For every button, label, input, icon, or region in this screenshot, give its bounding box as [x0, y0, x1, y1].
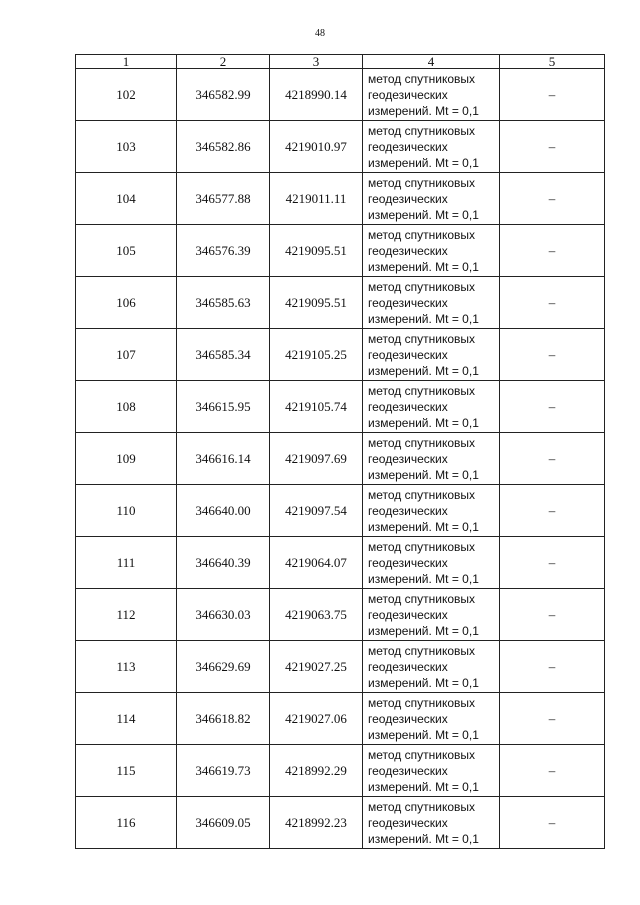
note-cell: –: [500, 485, 605, 537]
table-row: [76, 641, 605, 693]
point-number-cell: 115: [76, 745, 177, 797]
table-row: [76, 797, 605, 849]
method-text-line: метод спутниковых: [368, 175, 476, 190]
method-text-line: геодезических: [368, 347, 448, 362]
method-text-line: измерений. Mt = 0,1: [368, 779, 479, 794]
note-cell: –: [500, 225, 605, 277]
method-cell: [363, 745, 500, 797]
method-text-line: измерений. Mt = 0,1: [368, 363, 479, 378]
x-coordinate-cell: 346619.73: [177, 745, 270, 797]
method-text-line: измерений. Mt = 0,1: [368, 311, 479, 326]
coordinates-table: [75, 54, 605, 849]
column-header-1: 1: [76, 55, 177, 69]
column-header-3: 3: [270, 55, 363, 69]
method-cell: [363, 121, 500, 173]
y-coordinate-cell: 4219011.11: [270, 173, 363, 225]
table-row: [76, 693, 605, 745]
method-cell: [363, 69, 500, 121]
y-coordinate-cell: 4219105.25: [270, 329, 363, 381]
method-text-line: геодезических: [368, 191, 448, 206]
method-cell: [363, 381, 500, 433]
method-text-line: геодезических: [368, 815, 448, 830]
y-coordinate-cell: 4218990.14: [270, 69, 363, 121]
method-text-line: геодезических: [368, 451, 448, 466]
table-row: [76, 589, 605, 641]
note-cell: –: [500, 69, 605, 121]
point-number-cell: 109: [76, 433, 177, 485]
column-header-2: 2: [177, 55, 270, 69]
table-row: [76, 329, 605, 381]
x-coordinate-cell: 346630.03: [177, 589, 270, 641]
y-coordinate-cell: 4219027.06: [270, 693, 363, 745]
method-cell: [363, 641, 500, 693]
point-number-cell: 111: [76, 537, 177, 589]
method-cell: [363, 329, 500, 381]
y-coordinate-cell: 4219105.74: [270, 381, 363, 433]
method-text-line: геодезических: [368, 711, 448, 726]
x-coordinate-cell: 346585.34: [177, 329, 270, 381]
x-coordinate-cell: 346582.99: [177, 69, 270, 121]
table-body: [76, 55, 605, 849]
point-number-cell: 103: [76, 121, 177, 173]
column-header-5: 5: [500, 55, 605, 69]
table-row: [76, 433, 605, 485]
x-coordinate-cell: 346616.14: [177, 433, 270, 485]
method-text-line: измерений. Mt = 0,1: [368, 207, 479, 222]
point-number-cell: 107: [76, 329, 177, 381]
table-row: [76, 745, 605, 797]
table-row: [76, 69, 605, 121]
y-coordinate-cell: 4219064.07: [270, 537, 363, 589]
x-coordinate-cell: 346577.88: [177, 173, 270, 225]
table-row: [76, 121, 605, 173]
method-text-line: метод спутниковых: [368, 695, 476, 710]
point-number-cell: 116: [76, 797, 177, 849]
y-coordinate-cell: 4219027.25: [270, 641, 363, 693]
note-cell: –: [500, 589, 605, 641]
point-number-cell: 110: [76, 485, 177, 537]
method-text-line: измерений. Mt = 0,1: [368, 831, 479, 846]
method-text-line: измерений. Mt = 0,1: [368, 103, 479, 118]
x-coordinate-cell: 346640.39: [177, 537, 270, 589]
point-number-cell: 114: [76, 693, 177, 745]
method-text-line: метод спутниковых: [368, 71, 476, 86]
method-text-line: измерений. Mt = 0,1: [368, 519, 479, 534]
method-text-line: метод спутниковых: [368, 799, 476, 814]
table-header-row: [76, 55, 605, 69]
x-coordinate-cell: 346609.05: [177, 797, 270, 849]
method-text-line: метод спутниковых: [368, 643, 476, 658]
y-coordinate-cell: 4218992.29: [270, 745, 363, 797]
method-cell: [363, 693, 500, 745]
method-text-line: метод спутниковых: [368, 279, 476, 294]
point-number-cell: 113: [76, 641, 177, 693]
method-text-line: геодезических: [368, 503, 448, 518]
method-cell: [363, 173, 500, 225]
x-coordinate-cell: 346576.39: [177, 225, 270, 277]
method-cell: [363, 537, 500, 589]
y-coordinate-cell: 4219095.51: [270, 277, 363, 329]
method-text-line: геодезических: [368, 87, 448, 102]
note-cell: –: [500, 641, 605, 693]
point-number-cell: 104: [76, 173, 177, 225]
y-coordinate-cell: 4219097.69: [270, 433, 363, 485]
method-cell: [363, 797, 500, 849]
method-text-line: измерений. Mt = 0,1: [368, 623, 479, 638]
method-text-line: геодезических: [368, 607, 448, 622]
note-cell: –: [500, 797, 605, 849]
method-text-line: метод спутниковых: [368, 383, 476, 398]
method-cell: [363, 433, 500, 485]
x-coordinate-cell: 346585.63: [177, 277, 270, 329]
method-text-line: геодезических: [368, 139, 448, 154]
table-row: [76, 173, 605, 225]
method-text-line: измерений. Mt = 0,1: [368, 675, 479, 690]
method-text-line: измерений. Mt = 0,1: [368, 415, 479, 430]
method-text-line: метод спутниковых: [368, 539, 476, 554]
table-row: [76, 225, 605, 277]
method-text-line: метод спутниковых: [368, 227, 476, 242]
y-coordinate-cell: 4219097.54: [270, 485, 363, 537]
column-header-4: 4: [363, 55, 500, 69]
note-cell: –: [500, 745, 605, 797]
method-text-line: геодезических: [368, 555, 448, 570]
method-text-line: измерений. Mt = 0,1: [368, 467, 479, 482]
table-row: [76, 277, 605, 329]
x-coordinate-cell: 346640.00: [177, 485, 270, 537]
point-number-cell: 105: [76, 225, 177, 277]
method-cell: [363, 277, 500, 329]
point-number-cell: 112: [76, 589, 177, 641]
y-coordinate-cell: 4219063.75: [270, 589, 363, 641]
point-number-cell: 106: [76, 277, 177, 329]
method-text-line: геодезических: [368, 763, 448, 778]
method-text-line: геодезических: [368, 399, 448, 414]
note-cell: –: [500, 381, 605, 433]
note-cell: –: [500, 537, 605, 589]
x-coordinate-cell: 346618.82: [177, 693, 270, 745]
method-cell: [363, 589, 500, 641]
note-cell: –: [500, 121, 605, 173]
method-text-line: измерений. Mt = 0,1: [368, 727, 479, 742]
note-cell: –: [500, 173, 605, 225]
table-row: [76, 537, 605, 589]
x-coordinate-cell: 346629.69: [177, 641, 270, 693]
method-text-line: метод спутниковых: [368, 591, 476, 606]
note-cell: –: [500, 433, 605, 485]
method-text-line: геодезических: [368, 295, 448, 310]
method-text-line: геодезических: [368, 659, 448, 674]
table-row: [76, 485, 605, 537]
method-cell: [363, 485, 500, 537]
page-number: 48: [315, 28, 325, 39]
method-text-line: измерений. Mt = 0,1: [368, 155, 479, 170]
x-coordinate-cell: 346615.95: [177, 381, 270, 433]
method-text-line: метод спутниковых: [368, 123, 476, 138]
table-row: [76, 381, 605, 433]
y-coordinate-cell: 4219010.97: [270, 121, 363, 173]
x-coordinate-cell: 346582.86: [177, 121, 270, 173]
note-cell: –: [500, 329, 605, 381]
point-number-cell: 102: [76, 69, 177, 121]
method-cell: [363, 225, 500, 277]
method-text-line: измерений. Mt = 0,1: [368, 571, 479, 586]
method-text-line: измерений. Mt = 0,1: [368, 259, 479, 274]
y-coordinate-cell: 4219095.51: [270, 225, 363, 277]
method-text-line: метод спутниковых: [368, 487, 476, 502]
method-text-line: метод спутниковых: [368, 435, 476, 450]
method-text-line: метод спутниковых: [368, 331, 476, 346]
point-number-cell: 108: [76, 381, 177, 433]
method-text-line: геодезических: [368, 243, 448, 258]
note-cell: –: [500, 693, 605, 745]
note-cell: –: [500, 277, 605, 329]
y-coordinate-cell: 4218992.23: [270, 797, 363, 849]
method-text-line: метод спутниковых: [368, 747, 476, 762]
